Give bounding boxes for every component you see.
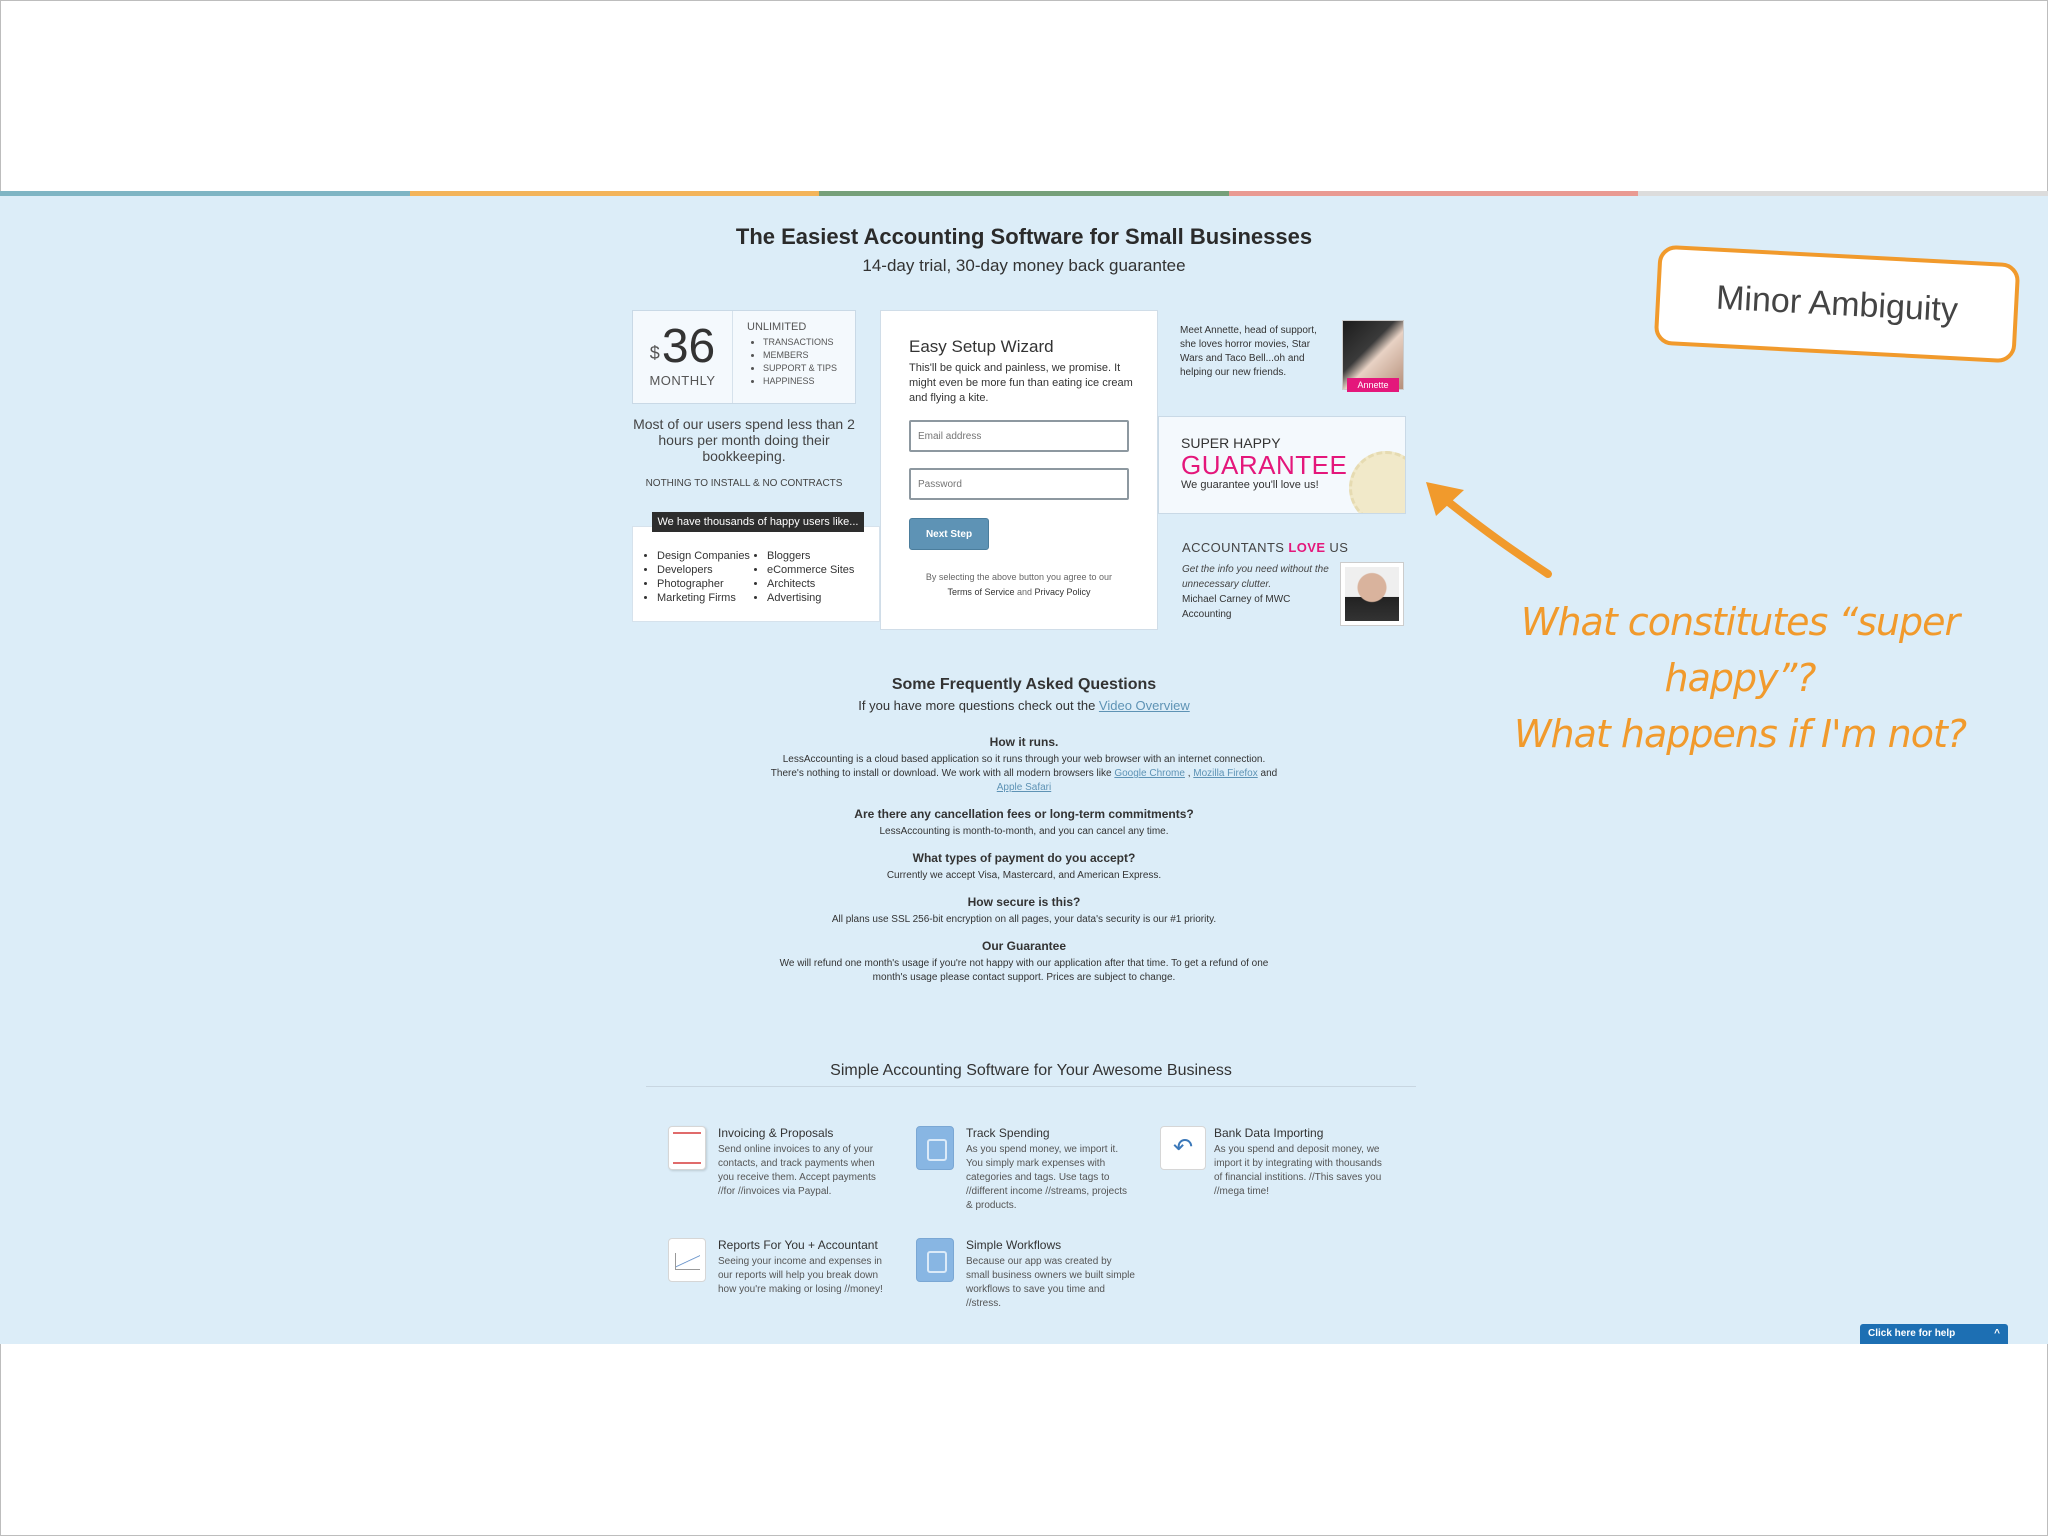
workflow-icon — [916, 1238, 954, 1282]
setup-wizard — [880, 310, 1158, 630]
annotation-callout: Minor Ambiguity — [1654, 245, 2021, 364]
price-currency: $ — [649, 343, 660, 363]
chevron-up-icon: ^ — [1994, 1328, 2000, 1339]
wizard-title: Easy Setup Wizard — [909, 337, 1054, 356]
plan-feature-item: • SUPPORT & TIPS — [763, 362, 837, 375]
unlimited-label: UNLIMITED — [747, 321, 807, 333]
feature-text: As you spend and deposit money, we import it by integrating with thousands of financial institions. //This saves you //mega time! — [1214, 1144, 1382, 1197]
faq-answer: Currently we accept Visa, Mastercard, and American Express. — [886, 870, 1162, 881]
user-type-list-1 — [643, 549, 753, 621]
terms-notice — [909, 570, 1129, 600]
password-input[interactable] — [909, 468, 1129, 500]
wizard-intro: This'll be quick and painless, we promise. It might even be more fun than eating ice cream and flying a kite. — [909, 362, 1133, 404]
mozilla-firefox-link[interactable]: Mozilla Firefox — [1193, 768, 1258, 779]
plan-feature-list — [747, 336, 837, 388]
accountants-title-pre: ACCOUNTANTS — [1182, 540, 1285, 555]
landing-page-screenshot — [0, 196, 2048, 1344]
feature-title: Reports For You + Accountant — [718, 1238, 878, 1252]
guarantee-line-3: We guarantee you'll love us! — [1181, 479, 1319, 491]
support-name-tag: Annette — [1347, 378, 1399, 392]
user-type-item: • Marketing Firms — [657, 591, 753, 605]
page-title: The Easiest Accounting Software for Small Businesses — [735, 224, 1313, 249]
testimonial-quote: Get the info you need without the unnecessary clutter. — [1182, 564, 1329, 590]
no-contracts-text: NOTHING TO INSTALL & NO CONTRACTS — [645, 478, 843, 489]
apple-safari-link[interactable]: Apple Safari — [996, 782, 1052, 793]
faq-answer — [770, 753, 1278, 795]
user-type-item: • eCommerce Sites — [767, 563, 863, 577]
email-input[interactable] — [909, 420, 1129, 452]
user-type-item: • Advertising — [767, 591, 863, 605]
report-chart-icon — [668, 1238, 706, 1282]
user-type-item: • Architects — [767, 577, 863, 591]
testimonial-attribution: Michael Carney of MWC Accounting — [1182, 594, 1291, 620]
plan-feature-item: • MEMBERS — [763, 349, 837, 362]
faq-more — [770, 698, 1278, 713]
guarantee-line-1: SUPER HAPPY — [1181, 435, 1281, 451]
help-tab[interactable] — [1860, 1324, 2008, 1344]
user-type-item: • Developers — [657, 563, 753, 577]
annotation-arrow-icon — [1418, 474, 1558, 584]
faq-title: Some Frequently Asked Questions — [891, 676, 1157, 693]
help-label: Click here for help — [1868, 1328, 1956, 1339]
accountants-title-post: US — [1329, 540, 1349, 555]
faq-question: Our Guarantee — [981, 939, 1067, 953]
faq-question: How secure is this? — [967, 895, 1081, 909]
annotation-line-2: What happens if I'm not? — [1513, 712, 1967, 756]
feature-text: Because our app was created by small business owners we built simple workflows to save you time and //stress. — [966, 1256, 1135, 1309]
price-block — [633, 311, 733, 403]
faq-answer-text: LessAccounting is a cloud based application so it runs through your web browser with an internet connection. There's nothing to install or download. We work with all modern browsers like — [770, 754, 1266, 779]
accountants-title — [1182, 540, 1348, 555]
user-type-item: • Design Companies — [657, 549, 753, 563]
faq-question: How it runs. — [989, 735, 1059, 749]
bookkeeping-text: Most of our users spend less than 2 hours per month doing their bookkeeping. — [633, 416, 855, 464]
terms-prefix: By selecting the above button you agree to our — [925, 572, 1113, 582]
invoice-icon — [668, 1126, 706, 1170]
terms-of-service-link[interactable]: Terms of Service — [947, 587, 1015, 597]
page-subtitle: 14-day trial, 30-day money back guarantee — [862, 256, 1186, 275]
user-type-list-2 — [753, 549, 863, 621]
faq-answer-and: and — [1260, 768, 1278, 779]
faq-answer: We will refund one month's usage if you're not happy with our application after that time. To get a refund of one month's usage please contact support. Prices are subject to change. — [779, 958, 1269, 983]
arrow-shaft — [1436, 492, 1548, 574]
faq-more-text: If you have more questions check out the — [858, 698, 1096, 713]
google-chrome-link[interactable]: Google Chrome — [1114, 768, 1185, 779]
guarantee-box — [1158, 416, 1406, 514]
feature-title: Invoicing & Proposals — [718, 1126, 834, 1140]
faq-answer: LessAccounting is month-to-month, and you can cancel any time. — [879, 826, 1169, 837]
privacy-policy-link[interactable]: Privacy Policy — [1034, 587, 1091, 597]
pricing-card — [632, 310, 856, 404]
faq-question: What types of payment do you accept? — [912, 851, 1136, 865]
feature-title: Track Spending — [966, 1126, 1050, 1140]
happy-users-banner: We have thousands of happy users like... — [652, 512, 864, 532]
plan-features — [733, 311, 837, 403]
faq-answer-sep: , — [1187, 768, 1191, 779]
accountant-testimonial — [1182, 562, 1332, 622]
accountant-photo — [1345, 567, 1399, 621]
feature-title: Simple Workflows — [966, 1238, 1062, 1252]
accountant-avatar — [1340, 562, 1404, 626]
support-intro-text: Meet Annette, head of support, she loves horror movies, Star Wars and Taco Bell...oh and helping our new friends. — [1180, 325, 1317, 378]
annotation-line-1: What constitutes “super happy”? — [1520, 600, 1960, 700]
next-step-button[interactable]: Next Step — [909, 518, 989, 550]
terms-and: and — [1016, 587, 1033, 597]
user-type-item: • Photographer — [657, 577, 753, 591]
bank-import-icon — [1160, 1126, 1206, 1170]
price-period: MONTHLY — [649, 373, 716, 388]
features-title: Simple Accounting Software for Your Awesome Business — [830, 1062, 1232, 1079]
feature-title: Bank Data Importing — [1214, 1126, 1324, 1140]
faq-section — [770, 676, 1278, 985]
annotation-note — [1460, 594, 2020, 762]
guarantee-line-2: GUARANTEE — [1181, 450, 1348, 480]
feature-text: Seeing your income and expenses in our reports will help you break down how you're making or losing //money! — [718, 1256, 883, 1295]
faq-answer: All plans use SSL 256-bit encryption on all pages, your data's security is our #1 priority. — [831, 914, 1217, 925]
faq-question: Are there any cancellation fees or long-term commitments? — [854, 807, 1194, 821]
video-overview-link[interactable]: Video Overview — [1098, 698, 1190, 713]
features-divider — [646, 1086, 1416, 1087]
price-amount: 36 — [661, 320, 716, 373]
expense-icon — [916, 1126, 954, 1170]
feature-text: Send online invoices to any of your contacts, and track payments when you receive them. Accept payments //for //invoices via Paypal. — [718, 1144, 876, 1197]
happy-users-card — [632, 526, 880, 622]
feature-text: As you spend money, we import it. You simply mark expenses with categories and tags. Use tags to //different income //streams, projects & products. — [966, 1144, 1127, 1211]
plan-feature-item: • TRANSACTIONS — [763, 336, 837, 349]
accountants-title-love: LOVE — [1288, 540, 1326, 555]
user-type-item: • Bloggers — [767, 549, 863, 563]
plan-feature-item: • HAPPINESS — [763, 375, 837, 388]
